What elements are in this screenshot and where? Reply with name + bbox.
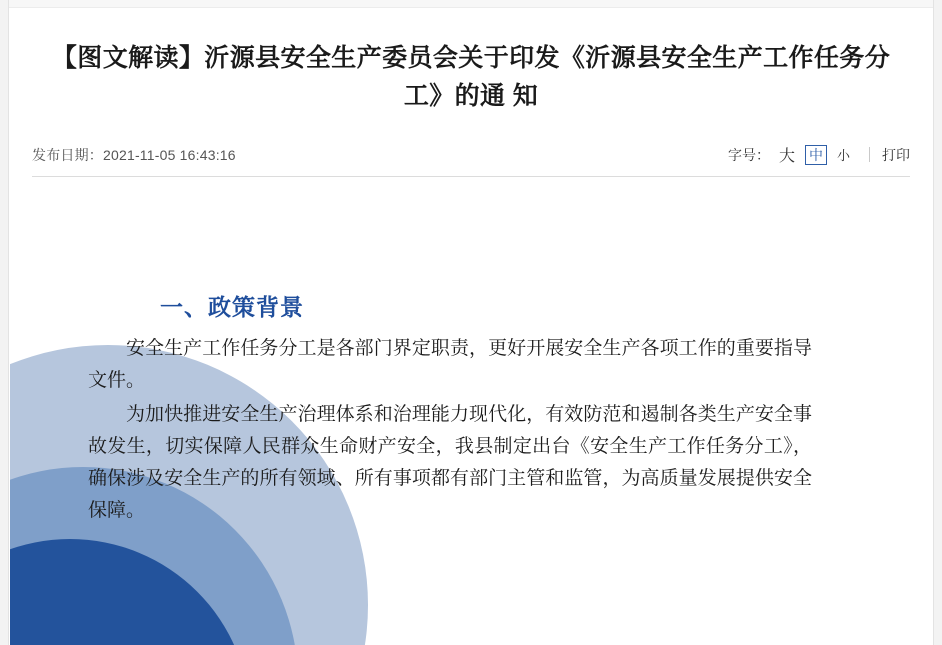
fontsize-label: 字号： — [727, 146, 770, 163]
window-right-edge — [933, 0, 942, 645]
print-button[interactable]: 打印 — [882, 146, 910, 163]
window-top-edge — [0, 0, 942, 8]
article-graphic-body — [10, 179, 932, 645]
policy-background-section — [88, 289, 812, 528]
publish-date-value: 2021-11-05 16:43:16 — [103, 147, 236, 163]
fontsize-medium-button[interactable]: 中 — [805, 145, 827, 165]
article-container — [10, 9, 932, 645]
window-left-edge — [0, 0, 9, 645]
fontsize-large-button[interactable]: 大 — [778, 148, 795, 165]
section-paragraph: 安全生产工作任务分工是各部门界定职责，更好开展安全生产各项工作的重要指导文件。 — [88, 337, 812, 391]
article-meta-bar — [32, 141, 910, 177]
publish-date — [32, 145, 236, 165]
page-title: 【图文解读】沂源县安全生产委员会关于印发《沂源县安全生产工作任务分工》的通 知 — [51, 44, 891, 110]
publish-date-label: 发布日期： — [32, 147, 103, 163]
fontsize-small-button[interactable]: 小 — [836, 148, 850, 163]
fontsize-toolbar — [728, 143, 910, 166]
toolbar-divider — [869, 147, 870, 162]
section-paragraph: 为加快推进安全生产治理体系和治理能力现代化，有效防范和遏制各类生产安全事故发生，切实保障人民群众生命财产安全，我县制定出台《安全生产工作任务分工》，确保涉及安全生产的所有领域、所有事项都有部门主管和监管，为高质量发展提供安全保障。 — [88, 403, 812, 521]
section-heading: 一、政策背景 — [160, 294, 304, 321]
